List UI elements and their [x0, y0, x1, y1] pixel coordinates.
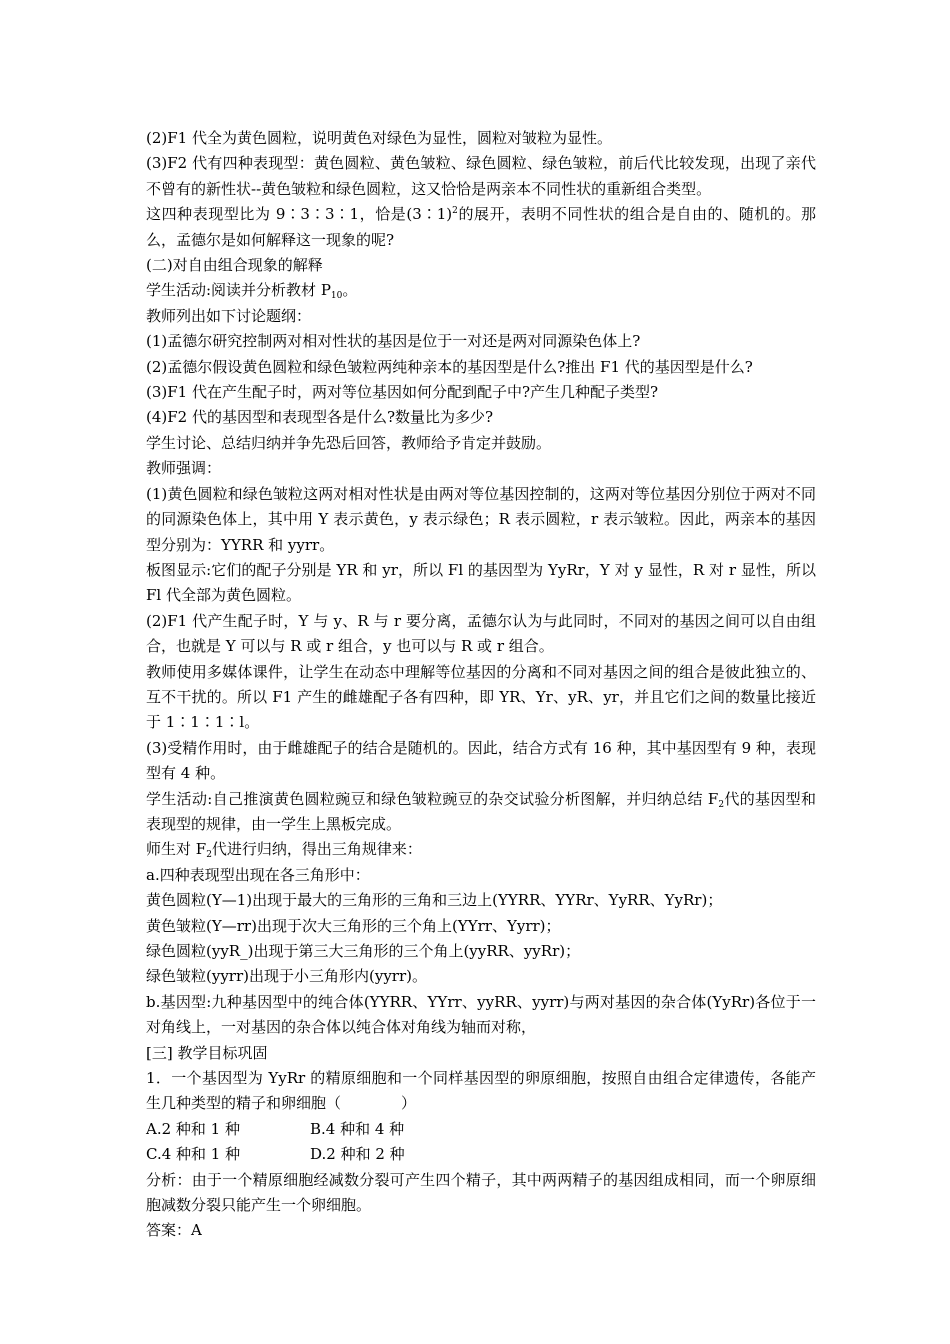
activity-text: 学生活动:阅读并分析教材 P: [146, 281, 331, 300]
f2-subscript-b: 2: [206, 850, 212, 861]
paragraph-teacher-outline: 教师列出如下讨论题纲：: [146, 306, 312, 325]
paragraph-student-discussion: 学生讨论、总结归纳并争先恐后回答，教师给予肯定并鼓励。: [146, 433, 552, 452]
emphasis-point-2: (2)F1 代产生配子时，Y 与 y、R 与 r 要分离，孟德尔认为与此同时，不同对的基因之间可以自由组合，也就是 Y 可以与 R 或 r 组合，y 也可以与 R 或 r 组合。: [146, 611, 816, 656]
paragraph-f1-dominance: (2)F1 代全为黄色圆粒，说明黄色对绿色为显性，圆粒对皱粒为显性。: [146, 129, 612, 147]
rule-yellow-round: 黄色圆粒(Y—1)出现于最大的三角形的三角和三边上(YYRR、YYRr、YyRR、YyRr)；: [146, 891, 723, 910]
superscript-2: 2: [452, 206, 458, 217]
exercise-question-1: 1．一个基因型为 YyRr 的精原细胞和一个同样基因型的卵原细胞，按照自由组合定律遗传，各能产生几种类型的精子和卵细胞（ ）: [146, 1069, 816, 1113]
question-1: (1)孟德尔研究控制两对相对性状的基因是位于一对还是两对同源染色体上?: [146, 332, 641, 351]
rule-b-genotypes: b.基因型:九种基因型中的纯合体(YYRR、YYrr、yyRR、yyrr)与两对基因的杂合体(YyRr)各位于一对角线上，一对基因的杂合体以纯合体对角线为轴而对称，: [146, 992, 816, 1037]
question-3: (3)F1 代在产生配子时，两对等位基因如何分配到配子中?产生几种配子类型?: [146, 383, 659, 402]
option-d: D.2 种和 2 种: [310, 1145, 405, 1164]
paragraph-teacher-emphasis: 教师强调：: [146, 459, 222, 478]
ratio-text: 这四种表现型比为 9∶3∶3∶1，恰是(3∶1): [146, 205, 453, 224]
paragraph-f2-phenotypes: (3)F2 代有四种表现型：黄色圆粒、黄色皱粒、绿色圆粒、绿色皱粒，前后代比较发现，出现了亲代不曾有的新性状--黄色皱粒和绿色圆粒，这又恰恰是两亲本不同性状的重新组合类型。: [146, 154, 816, 198]
rule-green-round: 绿色圆粒(yyR_)出现于第三大三角形的三个角上(yyRR、yyRr)；: [146, 942, 581, 960]
emphasis-point-1: (1)黄色圆粒和绿色皱粒这两对相对性状是由两对等位基因控制的，这两对等位基因分别位于两对不同的同源染色体上，其中用 Y 表示黄色，y 表示绿色；R 表示圆粒，r 表示皱粒。因此，两亲本的基因型分别为：YYRR 和 yyrr。: [146, 484, 816, 554]
options-row-2: [146, 1142, 816, 1167]
document-page: [146, 126, 816, 1244]
emphasis-point-3: (3)受精作用时，由于雌雄配子的结合是随机的。因此，结合方式有 16 种，其中基因型有 9 种，表现型有 4 种。: [146, 738, 816, 783]
derive-text-cont: 代的基因型和表现型的规律，由一学生上黑板完成。: [146, 789, 816, 833]
rule-yellow-wrinkled: 黄色皱粒(Y—rr)出现于次大三角形的三个角上(YYrr、Yyrr)；: [146, 916, 561, 935]
exercise-analysis: 分析：由于一个精原细胞经减数分裂可产生四个精子，其中两两精子的基因组成相同，而一个卵原细胞减数分裂只能产生一个卵细胞。: [146, 1170, 816, 1215]
options-row-1: [146, 1117, 816, 1142]
rule-green-wrinkled: 绿色皱粒(yyrr)出现于小三角形内(yyrr)。: [146, 967, 427, 986]
triangle-text-cont: 代进行归纳，得出三角规律来：: [211, 840, 422, 859]
triangle-text: 师生对 F: [146, 840, 207, 859]
option-b: B.4 种和 4 种: [310, 1119, 405, 1138]
ratio-text-cont: 的展开，表明不同性状的组合是自由的、随机的。那么，孟德尔是如何解释这一现象的呢?: [146, 205, 816, 249]
paragraph-triangle-rule: [146, 837, 816, 862]
paragraph-multimedia: 教师使用多媒体课件，让学生在动态中理解等位基因的分离和不同对基因之间的组合是彼此独立的、互不干扰的。所以 F1 产生的雌雄配子各有四种，即 YR、Yr、yR、yr，并且它们之间的数量比接近于 1∶1∶1∶l。: [146, 662, 816, 732]
page-subscript: 10: [330, 291, 343, 302]
option-c: C.4 种和 1 种: [146, 1145, 241, 1164]
f2-subscript-a: 2: [718, 799, 725, 810]
activity-period: 。: [342, 281, 358, 300]
paragraph-student-activity-derive: [146, 787, 816, 838]
paragraph-student-activity-read: [146, 278, 816, 303]
paragraph-board-diagram: 板图显示:它们的配子分别是 YR 和 yr，所以 Fl 的基因型为 YyRr，Y 对 y 显性，R 对 r 显性，所以 Fl 代全部为黄色圆粒。: [146, 560, 816, 605]
question-4: (4)F2 代的基因型和表现型各是什么?数量比为多少?: [146, 408, 494, 427]
section-heading-explanation: (二)对自由组合现象的解释: [146, 256, 323, 275]
exercise-answer: 答案：A: [146, 1221, 202, 1240]
section-heading-consolidation: [三] 教学目标巩固: [146, 1043, 268, 1062]
derive-text: 学生活动:自己推演黄色圆粒豌豆和绿色皱粒豌豆的杂交试验分析图解，并归纳总结 F: [146, 789, 719, 808]
question-2: (2)孟德尔假设黄色圆粒和绿色皱粒两纯种亲本的基因型是什么?推出 F1 代的基因型是什么?: [146, 357, 753, 376]
paragraph-ratio: [146, 202, 816, 253]
rule-a-heading: a.四种表现型出现在各三角形中：: [146, 865, 370, 884]
option-a: A.2 种和 1 种: [146, 1119, 240, 1138]
